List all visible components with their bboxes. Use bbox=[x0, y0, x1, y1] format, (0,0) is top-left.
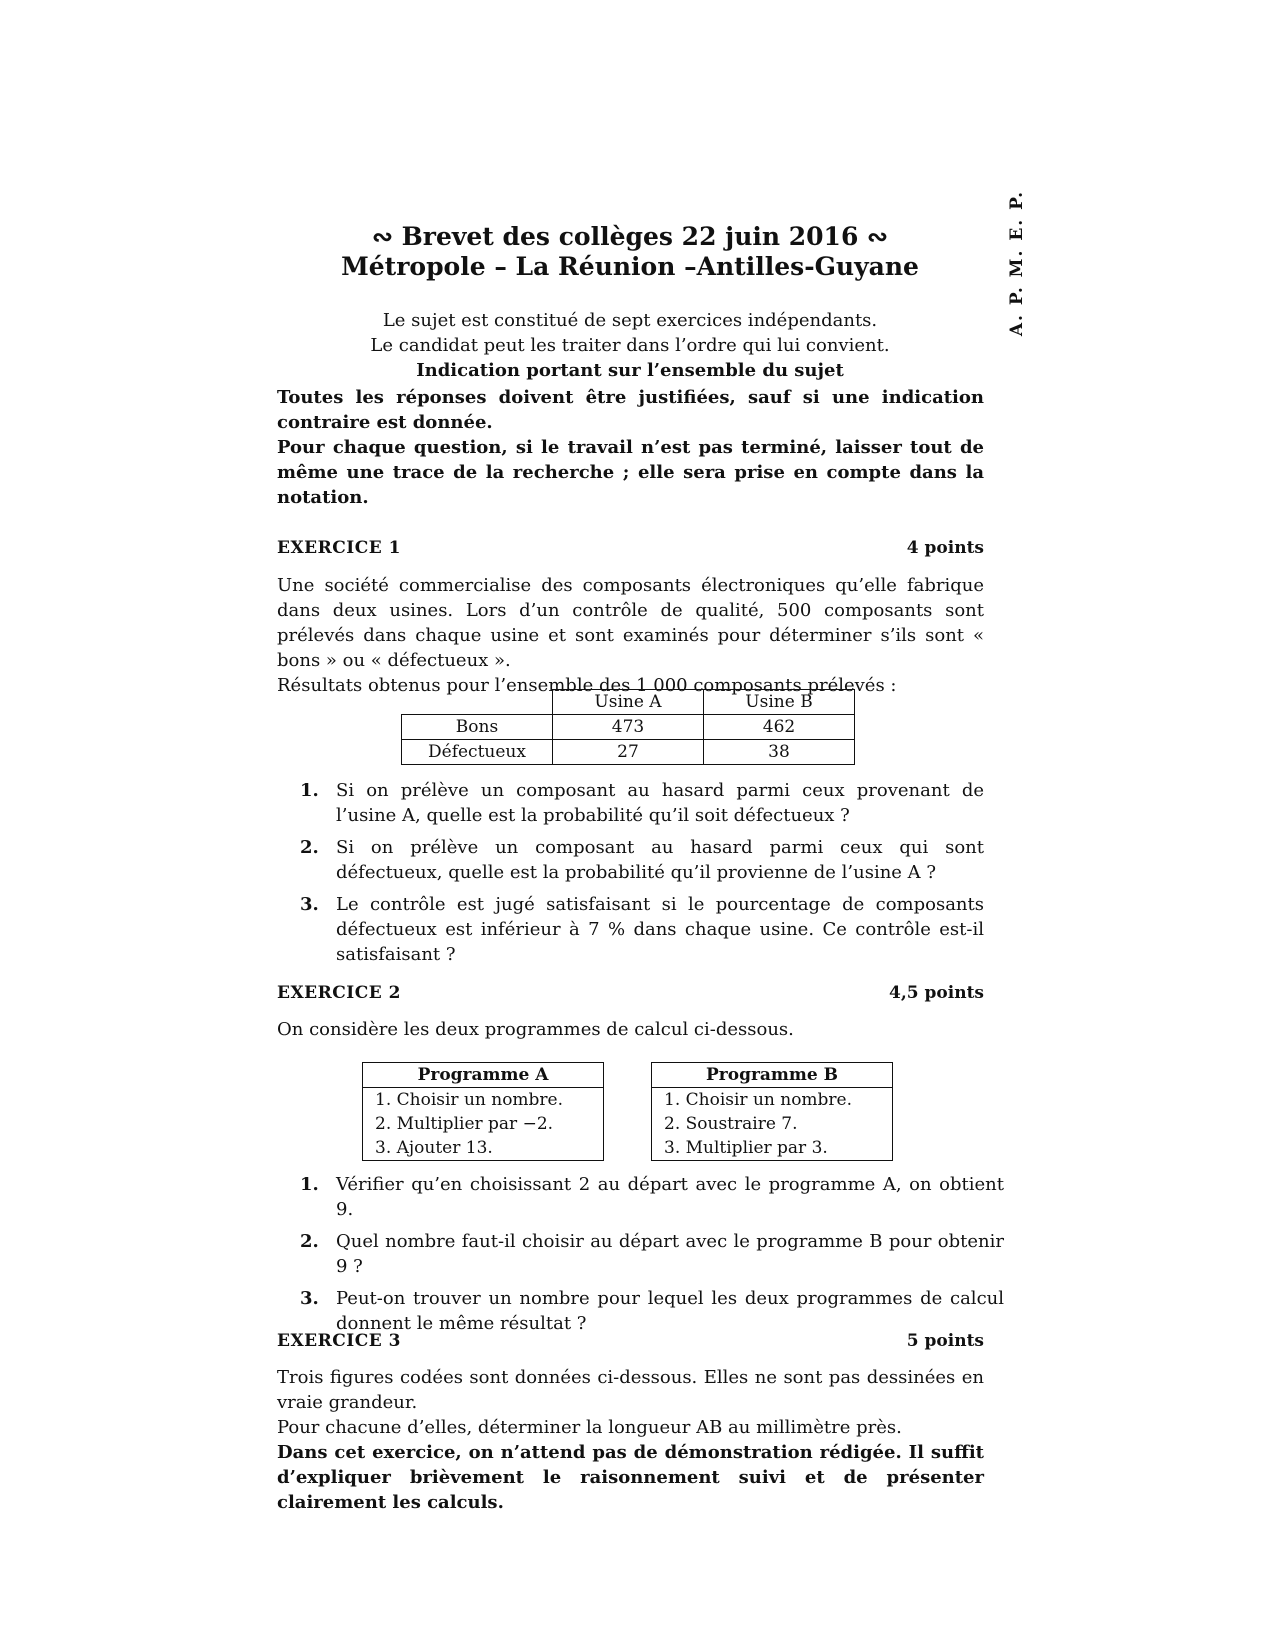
exercise-3-paragraph-2: Pour chacune d’elles, déterminer la longueur AB au millimètre près. bbox=[277, 1417, 902, 1438]
instruction-para-1: Toutes les réponses doivent être justifiées, sauf si une indication contraire est donnée. bbox=[277, 387, 984, 433]
question-number: 3. bbox=[300, 894, 319, 915]
exercise-1-questions bbox=[300, 778, 984, 974]
side-label: A. P. M. E. P. bbox=[1007, 190, 1027, 337]
program-b-title: Programme B bbox=[652, 1063, 893, 1088]
list-item bbox=[300, 1172, 1004, 1222]
table-row-label-defectueux: Défectueux bbox=[402, 740, 553, 765]
table-cell: 462 bbox=[704, 715, 855, 740]
question-number: 2. bbox=[300, 1231, 319, 1252]
exercise-1-paragraph-2: Résultats obtenus pour l’ensemble des 1 000 composants prélevés : bbox=[277, 675, 897, 696]
intro-line-3: Indication portant sur l’ensemble du sujet bbox=[416, 360, 844, 381]
list-item bbox=[300, 835, 984, 885]
exercise-2-header bbox=[277, 981, 984, 1006]
exercise-3-title: EXERCICE 3 bbox=[277, 1331, 401, 1351]
exercise-1-text bbox=[277, 573, 984, 698]
program-b-box bbox=[651, 1062, 893, 1161]
exercise-3-header bbox=[277, 1329, 984, 1354]
title-line-1: ∾ Brevet des collèges 22 juin 2016 ∾ bbox=[372, 222, 888, 251]
table-cell: 38 bbox=[704, 740, 855, 765]
list-item bbox=[300, 892, 984, 967]
exercise-1-paragraph: Une société commercialise des composants électroniques qu’elle fabrique dans deux usines. Lors d’un contrôle de qualité, 500 composants sont prélevés dans chaque usine et sont examinés pour déterminer s’ils sont « bons » ou « défectueux ». bbox=[277, 575, 984, 671]
program-b-step-3: 3. Multiplier par 3. bbox=[652, 1136, 893, 1161]
intro bbox=[270, 308, 990, 383]
table-corner bbox=[402, 690, 553, 715]
exercise-3-points: 5 points bbox=[906, 1331, 984, 1351]
exercise-2-points: 4,5 points bbox=[889, 983, 984, 1003]
table-cell: 473 bbox=[553, 715, 704, 740]
question-number: 1. bbox=[300, 1174, 319, 1195]
list-item bbox=[300, 1229, 1004, 1279]
table-row-label-bons: Bons bbox=[402, 715, 553, 740]
program-b-step-2: 2. Soustraire 7. bbox=[652, 1112, 893, 1136]
program-b-step-1: 1. Choisir un nombre. bbox=[652, 1088, 893, 1113]
question-number: 3. bbox=[300, 1288, 319, 1309]
exercise-1-header bbox=[277, 536, 984, 561]
program-a-box bbox=[362, 1062, 604, 1161]
instruction-para-2: Pour chaque question, si le travail n’est pas terminé, laisser tout de même une trace de la recherche ; elle sera prise en compte dans la notation. bbox=[277, 437, 984, 508]
table-header-usine-a: Usine A bbox=[553, 690, 704, 715]
exercise-2-text: On considère les deux programmes de calcul ci-dessous. bbox=[277, 1019, 794, 1040]
question-text: Si on prélève un composant au hasard parmi ceux qui sont défectueux, quelle est la probabilité qu’il provienne de l’usine A ? bbox=[336, 837, 984, 883]
intro-line-1: Le sujet est constitué de sept exercices indépendants. bbox=[382, 310, 878, 331]
program-a-step-3: 3. Ajouter 13. bbox=[363, 1136, 604, 1161]
question-text: Le contrôle est jugé satisfaisant si le pourcentage de composants défectueux est inférieur à 7 % dans chaque usine. Ce contrôle est-il satisfaisant ? bbox=[336, 894, 984, 965]
program-a-step-1: 1. Choisir un nombre. bbox=[363, 1088, 604, 1113]
table-header-usine-b: Usine B bbox=[704, 690, 855, 715]
title-line-2: Métropole – La Réunion –Antilles-Guyane bbox=[341, 252, 919, 281]
question-number: 1. bbox=[300, 780, 319, 801]
question-text: Si on prélève un composant au hasard parmi ceux provenant de l’usine A, quelle est la probabilité qu’il soit défectueux ? bbox=[336, 780, 984, 826]
question-text: Peut-on trouver un nombre pour lequel les deux programmes de calcul donnent le même résultat ? bbox=[336, 1288, 1004, 1334]
results-table bbox=[401, 689, 855, 765]
question-number: 2. bbox=[300, 837, 319, 858]
exercise-2-questions bbox=[300, 1172, 1004, 1343]
question-text: Quel nombre faut-il choisir au départ avec le programme B pour obtenir 9 ? bbox=[336, 1231, 1004, 1277]
exercise-3-paragraph-3: Dans cet exercice, on n’attend pas de démonstration rédigée. Il suffit d’expliquer brièvement le raisonnement suivi et de présenter clairement les calculs. bbox=[277, 1442, 984, 1513]
exercise-3-text bbox=[277, 1365, 984, 1515]
exercise-1-title: EXERCICE 1 bbox=[277, 538, 401, 558]
program-a-title: Programme A bbox=[363, 1063, 604, 1088]
intro-line-2: Le candidat peut les traiter dans l’ordre qui lui convient. bbox=[370, 335, 890, 356]
list-item bbox=[300, 778, 984, 828]
document-title bbox=[270, 222, 990, 282]
exercise-3-paragraph-1: Trois figures codées sont données ci-dessous. Elles ne sont pas dessinées en vraie grandeur. bbox=[277, 1367, 984, 1413]
question-text: Vérifier qu’en choisissant 2 au départ avec le programme A, on obtient 9. bbox=[336, 1174, 1004, 1220]
program-a-step-2: 2. Multiplier par −2. bbox=[363, 1112, 604, 1136]
table-cell: 27 bbox=[553, 740, 704, 765]
exercise-2-title: EXERCICE 2 bbox=[277, 983, 401, 1003]
exercise-1-points: 4 points bbox=[906, 538, 984, 558]
instructions bbox=[277, 385, 984, 510]
